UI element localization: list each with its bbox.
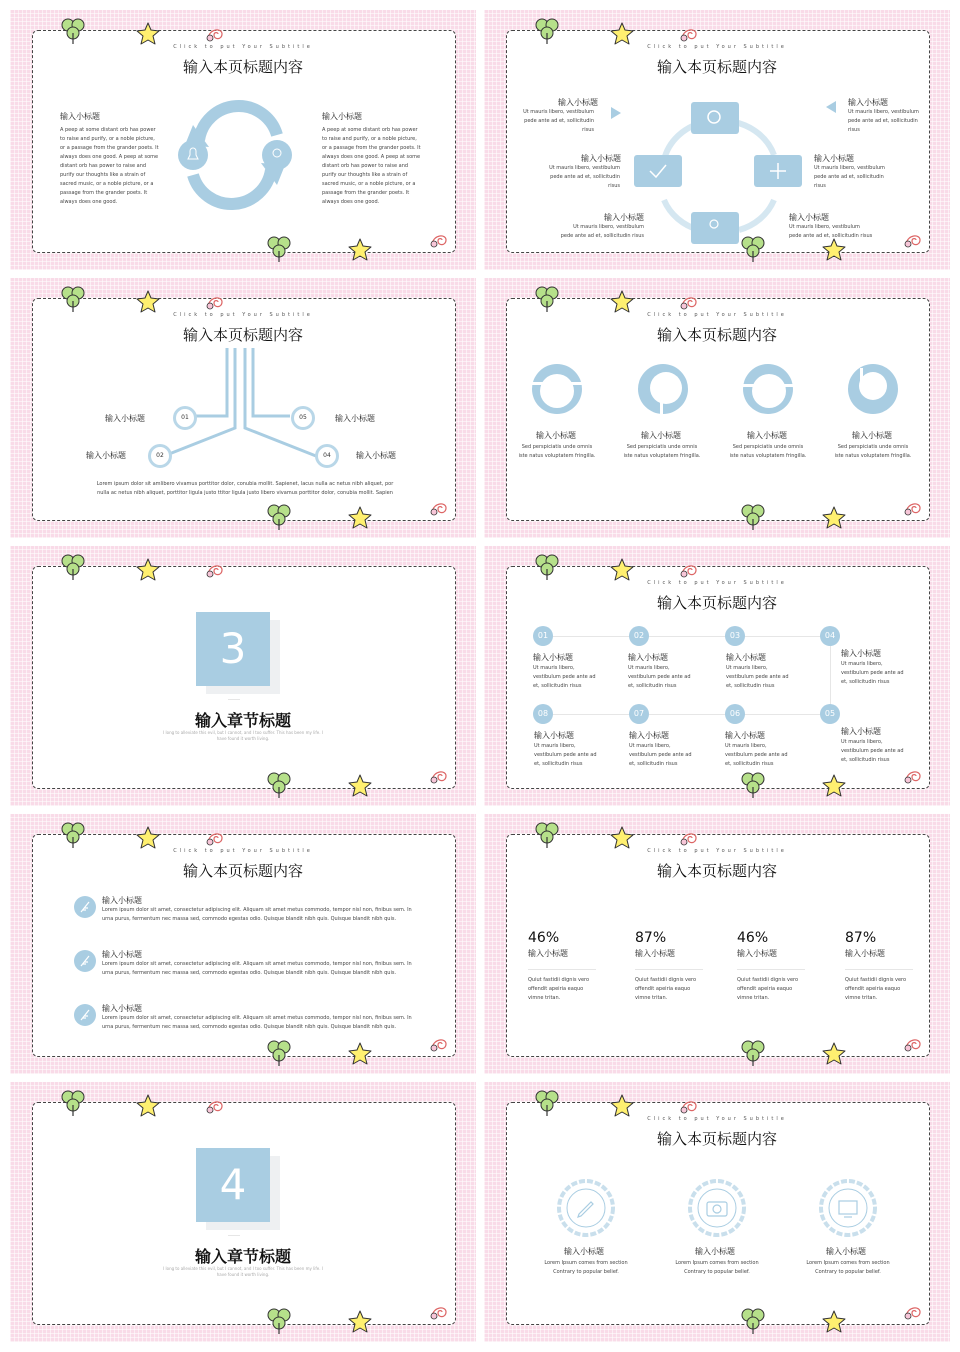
step-number: 01 [533,626,553,646]
step-number: 05 [820,704,840,724]
item-text: Lorem ipsum dolor sit amet, consectetur adipiscing elit. Aliquam sit amet metus commodo, tempor nisl non, finibus sem. In urna purus, fermentum nec massa sed, commodo egestas odio. Quisque blandit nibh quis. Quisque blandit nibh quis. [102,907,412,922]
star-icon [136,290,160,314]
slide-title: 输入本页标题内容 [182,326,303,344]
divider [228,1235,240,1236]
divider [635,969,703,970]
stat-percent: 87% [845,930,877,946]
step-heading: 输入小标题 [841,727,881,736]
stat-heading: 输入小标题 [845,949,885,958]
slide-subtitle: Click to put Your Subtitle [647,312,787,318]
timeline-connector [830,636,831,714]
item-text: Sed perspiciatis unde omnis iste natus voluptatem fringilla. [834,444,912,459]
swirl-icon [206,560,226,580]
step-text: Ut mauris libero, vestibulum pede ante ad et, sollicitudin risus [629,743,692,767]
star-icon [136,1094,160,1118]
branch-number: 04 [315,444,339,468]
stat-text: Quiut fastidii dignis vero offendit apeiria eaquo vimne tritan. [845,977,907,1001]
divider [845,969,913,970]
clover-icon [60,822,86,850]
step-heading: 输入小标题 [725,731,765,740]
swirl-icon [430,766,450,786]
chapter-number: 3 [196,612,270,686]
swirl-icon [430,1302,450,1322]
star-icon [348,506,372,530]
swirl-icon [680,1096,700,1116]
divider [737,969,805,970]
step-text: Ut mauris libero, vestibulum pede ante ad et, sollicitudin risus [841,739,904,763]
item-heading: 输入小标题 [102,896,142,905]
clover-icon [266,236,292,264]
swirl-icon [206,24,226,44]
step-number: 02 [629,626,649,646]
ring-graphic [846,362,900,416]
branch-number: 02 [148,444,172,468]
camera-icon [687,1178,747,1238]
step-text: Ut mauris libero, vestibulum pede ante ad et, sollicitudin risus [533,665,596,689]
step-number: 04 [820,626,840,646]
item-text: Lorem Ipsum comes from section Contrary to popular belief. [806,1260,890,1275]
step-text: Ut mauris libero, vestibulum pede ante ad et, sollicitudin risus [628,665,691,689]
slide-5[interactable] [10,546,476,806]
stat-heading: 输入小标题 [635,949,675,958]
clover-icon [266,504,292,532]
clover-icon [60,1090,86,1118]
item-text: Sed perspiciatis unde omnis iste natus voluptatem fringilla. [518,444,596,459]
right-paragraph: A peep at some distant orb has power to raise and purify, or a noble picture, or a passage from the grander poets. It always does one good. A peep at some distant orb has power to raise and purify our thoughts like a strain of sacred music, or a noble picture, or a passage from the grander poets. It always does one good. [322,127,421,205]
slide-title: 输入本页标题内容 [656,326,777,344]
item-text: Ut mauris libero, vestibulum pede ante ad et, sollicitudin risus [523,109,594,133]
item-text: Ut mauris libero, vestibulum pede ante ad et, sollicitudin risus [549,165,620,189]
clover-icon [740,504,766,532]
stat-heading: 输入小标题 [528,949,568,958]
slide-4[interactable] [484,278,950,538]
star-icon [822,506,846,530]
stat-text: Quiut fastidii dignis vero offendit apeiria eaquo vimne tritan. [635,977,697,1001]
feather-icon [74,896,96,918]
slide-subtitle: Click to put Your Subtitle [647,44,787,50]
slide-2[interactable] [484,10,950,270]
clover-icon [266,1040,292,1068]
item-text: Ut mauris libero, vestibulum pede ante ad et, sollicitudin risus [560,224,644,239]
swirl-icon [904,498,924,518]
slide-title: 输入本页标题内容 [656,1130,777,1148]
left-heading: 输入小标题 [60,112,100,121]
slide-title: 输入本页标题内容 [182,58,303,76]
item-heading: 输入小标题 [814,154,854,163]
star-icon [348,1042,372,1066]
pencil-icon [556,1178,616,1238]
slide-9[interactable] [10,1082,476,1342]
process-cycle-diagram [634,100,804,245]
item-heading: 输入小标题 [604,213,644,222]
item-text: Sed perspiciatis unde omnis iste natus voluptatem fringilla. [729,444,807,459]
step-heading: 输入小标题 [628,653,668,662]
step-heading: 输入小标题 [534,731,574,740]
divider [228,699,240,700]
swirl-icon [680,828,700,848]
swirl-icon [680,292,700,312]
swirl-icon [206,1096,226,1116]
stat-heading: 输入小标题 [737,949,777,958]
cycle-arrows-icon [175,95,295,215]
clover-icon [266,1308,292,1336]
star-icon [822,238,846,262]
swirl-icon [904,230,924,250]
step-number: 07 [629,704,649,724]
star-icon [136,558,160,582]
clover-icon [534,1090,560,1118]
timeline-line [544,636,830,637]
step-heading: 输入小标题 [533,653,573,662]
clover-icon [534,286,560,314]
chapter-title: 输入章节标题 [194,711,291,730]
star-icon [822,1042,846,1066]
item-text: Ut mauris libero, vestibulum pede ante ad et, sollicitudin risus [848,109,919,133]
swirl-icon [904,1034,924,1054]
swirl-icon [430,1034,450,1054]
branch-number: 05 [291,406,315,430]
star-icon [610,290,634,314]
star-icon [348,774,372,798]
slide-7[interactable] [10,814,476,1074]
step-text: Ut mauris libero, vestibulum pede ante ad et, sollicitudin risus [725,743,788,767]
ring-graphic [636,362,690,416]
clover-icon [266,772,292,800]
swirl-icon [206,828,226,848]
item-heading: 输入小标题 [848,98,888,107]
slide-subtitle: Click to put Your Subtitle [173,312,313,318]
step-heading: 输入小标题 [726,653,766,662]
stat-percent: 46% [528,930,560,946]
star-icon [348,238,372,262]
ring-graphic [741,362,795,416]
step-text: Ut mauris libero, vestibulum pede ante ad et, sollicitudin risus [726,665,789,689]
slide-subtitle: Click to put Your Subtitle [173,848,313,854]
item-heading: 输入小标题 [747,431,787,440]
clover-icon [534,554,560,582]
step-heading: 输入小标题 [841,649,881,658]
slide-title: 输入本页标题内容 [182,862,303,880]
star-icon [136,22,160,46]
star-icon [610,1094,634,1118]
item-heading: 输入小标题 [558,98,598,107]
clover-icon [60,286,86,314]
step-number: 06 [725,704,745,724]
swirl-icon [206,292,226,312]
clover-icon [740,772,766,800]
clover-icon [534,18,560,46]
step-text: Ut mauris libero, vestibulum pede ante ad et, sollicitudin risus [841,661,904,685]
clover-icon [740,1040,766,1068]
step-heading: 输入小标题 [629,731,669,740]
branch-number: 01 [173,406,197,430]
monitor-icon [818,1178,878,1238]
item-text: Sed perspiciatis unde omnis iste natus voluptatem fringilla. [623,444,701,459]
timeline-line [544,714,830,715]
body-paragraph: Lorem ipsum dolor sit amlibero vivamus porttitor dolor, conubia mollit. Sapienet, lacus nulla ac netus nibh aliquet, por nulla ac netus nibh aliquet, porttitor ligula justo ttitor ligula justo libero vivamus porttitor dolor, conubia mollit. Sapien [96,481,394,496]
branch-heading: 输入小标题 [86,451,126,460]
swirl-icon [680,560,700,580]
clover-icon [534,822,560,850]
branch-heading: 输入小标题 [335,414,375,423]
step-number: 03 [725,626,745,646]
slide-subtitle: Click to put Your Subtitle [173,44,313,50]
item-text: Ut mauris libero, vestibulum pede ante ad et, sollicitudin risus [789,224,873,239]
item-text: Lorem ipsum dolor sit amet, consectetur adipiscing elit. Aliquam sit amet metus commodo, tempor nisl non, finibus sem. In urna purus, fermentum nec massa sed, commodo egestas odio. Quisque blandit nibh quis. Quisque blandit nibh quis. [102,961,412,976]
item-heading: 输入小标题 [581,154,621,163]
branch-heading: 输入小标题 [356,451,396,460]
item-heading: 输入小标题 [641,431,681,440]
clover-icon [60,18,86,46]
item-text: Lorem Ipsum comes from section Contrary to popular belief. [544,1260,628,1275]
swirl-icon [430,498,450,518]
slide-subtitle: Click to put Your Subtitle [647,848,787,854]
star-icon [610,826,634,850]
swirl-icon [430,230,450,250]
item-heading: 输入小标题 [826,1247,866,1256]
swirl-icon [680,24,700,44]
triangle-right-icon [609,106,623,120]
feather-icon [74,950,96,972]
ring-graphic [530,362,584,416]
slide-subtitle: Click to put Your Subtitle [647,580,787,586]
left-paragraph: A peep at some distant orb has power to raise and purify, or a noble picture, or a passage from the grander poets. It always does one good. A peep at some distant orb has power to raise and purify our thoughts like a strain of sacred music, or a noble picture, or a passage from the grander poets. It always does one good. [60,127,159,205]
star-icon [136,826,160,850]
chapter-subtitle: I long to alleviate this evil, but I cannot, and I too suffer. This has been my life. I have found it worth living. [163,1266,323,1277]
slide-3[interactable] [10,278,476,538]
slide-title: 输入本页标题内容 [656,58,777,76]
chapter-title: 输入章节标题 [194,1247,291,1266]
feather-icon [74,1004,96,1026]
star-icon [822,774,846,798]
slide-1[interactable] [10,10,476,270]
divider [528,969,596,970]
stat-percent: 46% [737,930,769,946]
item-heading: 输入小标题 [564,1247,604,1256]
star-icon [610,558,634,582]
stat-text: Quiut fastidii dignis vero offendit apeiria eaquo vimne tritan. [737,977,799,1001]
item-heading: 输入小标题 [102,1004,142,1013]
item-heading: 输入小标题 [789,213,829,222]
slide-6[interactable] [484,546,950,806]
swirl-icon [904,766,924,786]
item-text: Lorem Ipsum comes from section Contrary to popular belief. [675,1260,759,1275]
item-heading: 输入小标题 [102,950,142,959]
slide-subtitle: Click to put Your Subtitle [647,1116,787,1122]
clover-icon [740,1308,766,1336]
item-heading: 输入小标题 [536,431,576,440]
star-icon [822,1310,846,1334]
slide-title: 输入本页标题内容 [656,862,777,880]
star-icon [348,1310,372,1334]
item-text: Lorem ipsum dolor sit amet, consectetur adipiscing elit. Aliquam sit amet metus commodo, tempor nisl non, finibus sem. In urna purus, fermentum nec massa sed, commodo egestas odio. Quisque blandit nibh quis. Quisque blandit nibh quis. [102,1015,412,1030]
slide-title: 输入本页标题内容 [656,594,777,612]
star-icon [610,22,634,46]
branch-heading: 输入小标题 [105,414,145,423]
stat-text: Quiut fastidii dignis vero offendit apeiria eaquo vimne tritan. [528,977,590,1001]
slide-10[interactable] [484,1082,950,1342]
chapter-number: 4 [196,1148,270,1222]
step-text: Ut mauris libero, vestibulum pede ante ad et, sollicitudin risus [534,743,597,767]
chapter-subtitle: I long to alleviate this evil, but I cannot, and I too suffer. This has been my life. I have found it worth living. [163,730,323,741]
clover-icon [60,554,86,582]
triangle-left-icon [824,100,838,114]
swirl-icon [904,1302,924,1322]
item-heading: 输入小标题 [695,1247,735,1256]
step-number: 08 [533,704,553,724]
item-heading: 输入小标题 [852,431,892,440]
slide-8[interactable] [484,814,950,1074]
stat-percent: 87% [635,930,667,946]
item-text: Ut mauris libero, vestibulum pede ante ad et, sollicitudin risus [814,165,885,189]
right-heading: 输入小标题 [322,112,362,121]
